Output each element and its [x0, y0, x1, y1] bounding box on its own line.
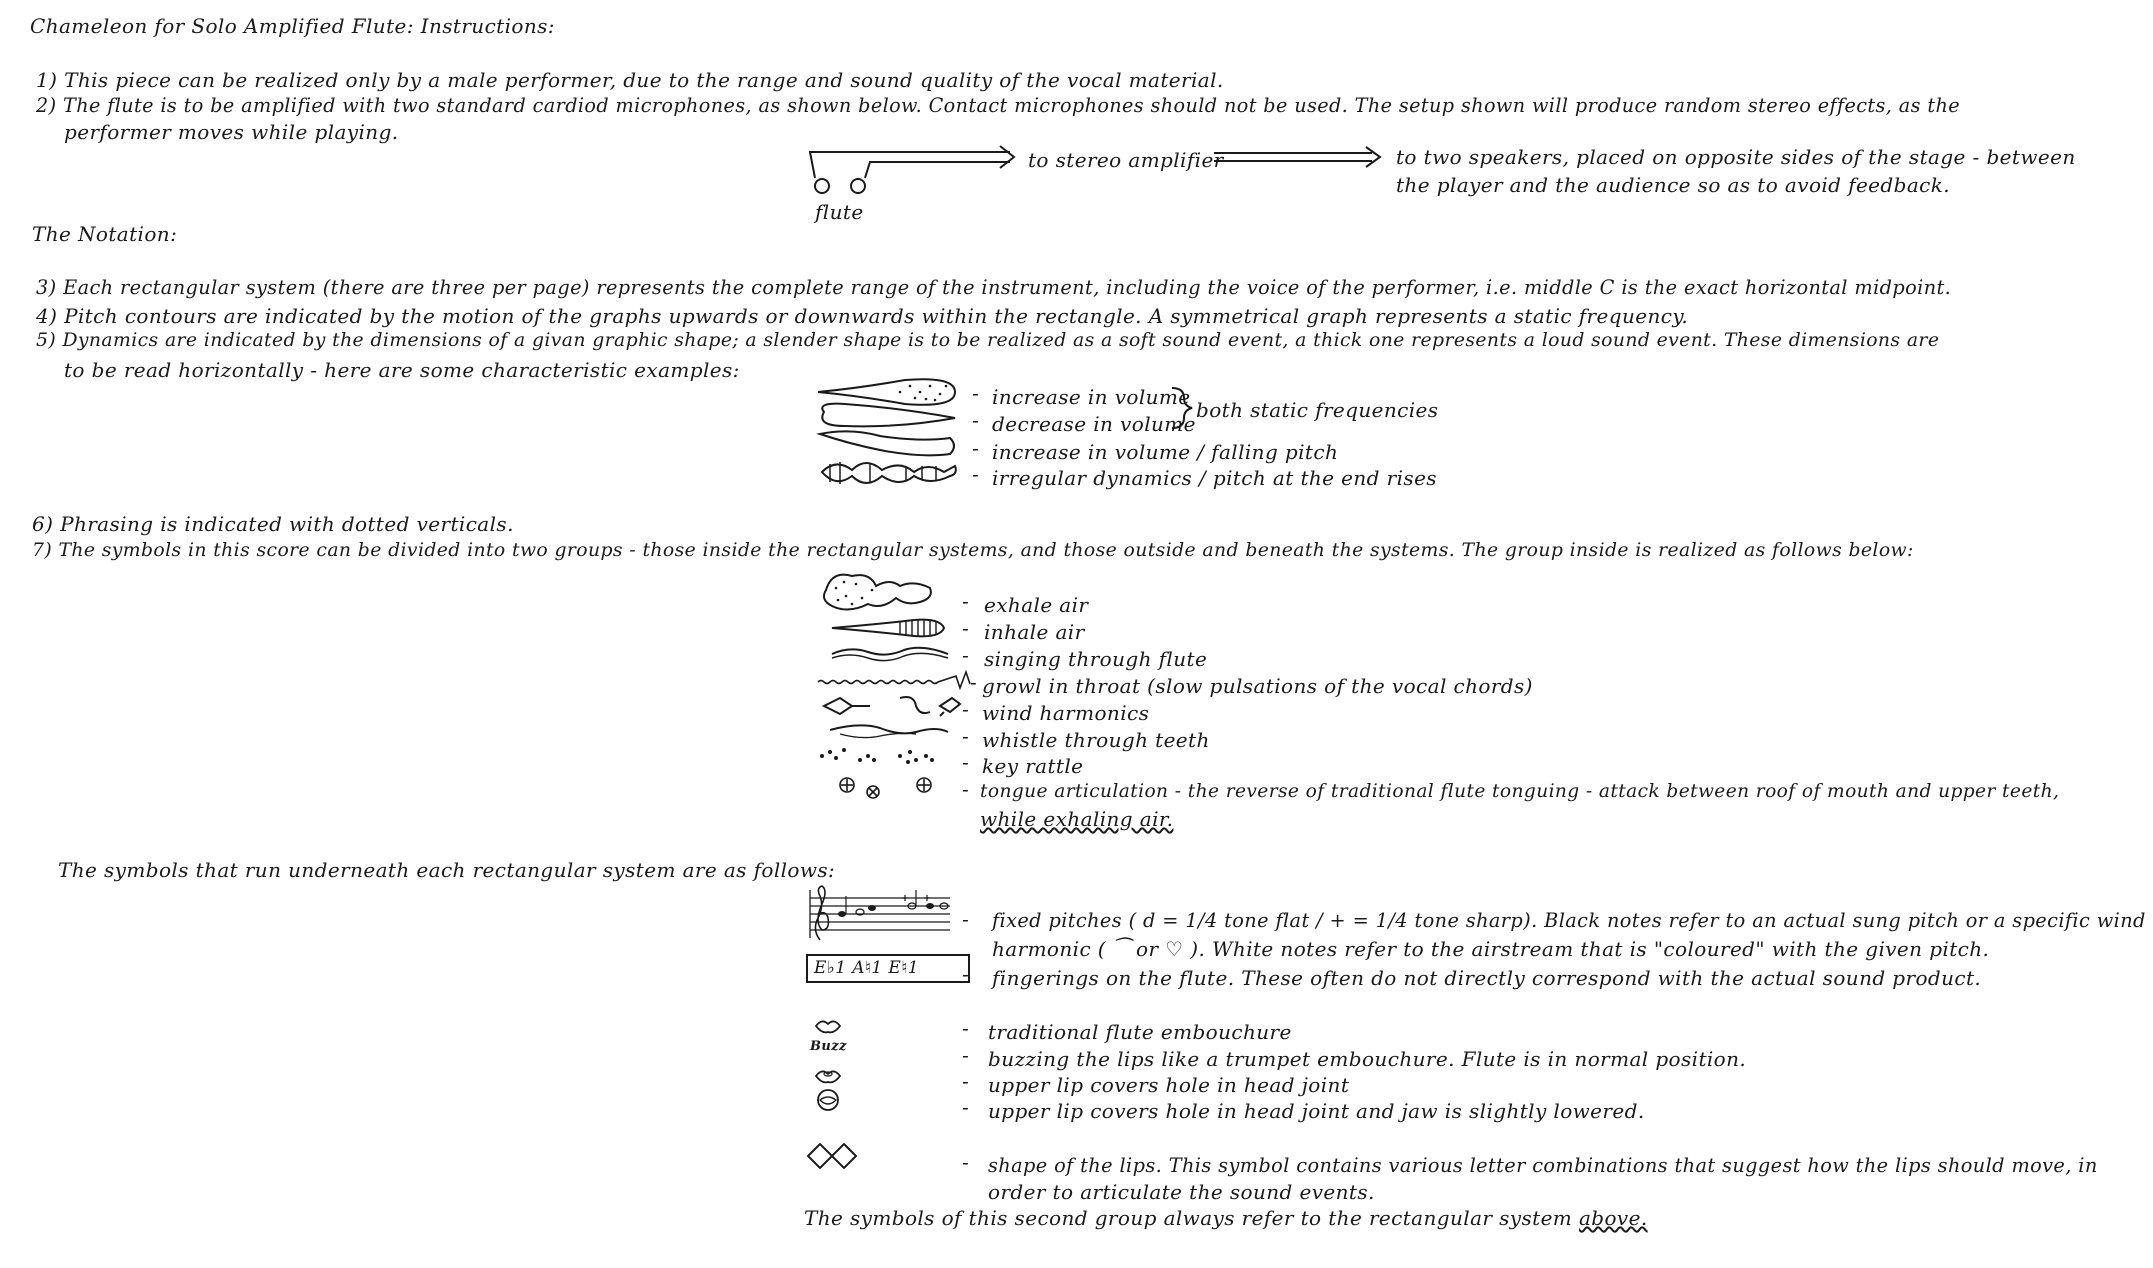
embouchure-jaw-lowered: upper lip covers hole in head joint and jaw is slightly lowered.: [988, 1099, 1645, 1123]
buzz-label: Buzz: [810, 1039, 847, 1054]
dynamics-increase: increase in volume: [992, 385, 1191, 409]
dynamics-brace-label: both static frequencies: [1196, 398, 1439, 422]
notation-item-3: 3) Each rectangular system (there are three per page) represents the complete range of the instrument, including the voice of the performer, i.e. middle C is the exact horizontal midpoint.: [36, 276, 1952, 299]
closing-note-text: The symbols of this second group always refer to the rectangular system: [804, 1206, 1573, 1230]
dash: -: [962, 1043, 970, 1067]
closing-note-above: above.: [1578, 1206, 1648, 1230]
embouchure-traditional: traditional flute embouchure: [988, 1020, 1292, 1044]
symbol-growl: growl in throat (slow pulsations of the vocal chords): [982, 674, 1533, 698]
page-title: Chameleon for Solo Amplified Flute: Instructions:: [30, 14, 555, 38]
speakers-label: to two speakers, placed on opposite sides of the stage - between: [1396, 145, 2076, 169]
dash: -: [962, 1150, 970, 1174]
symbol-singing: singing through flute: [984, 647, 1208, 671]
symbol-exhale: exhale air: [984, 593, 1089, 617]
dynamics-decrease: decrease in volume: [992, 412, 1196, 436]
dash: -: [962, 962, 970, 986]
instruction-2: 2) The flute is to be amplified with two standard cardiod microphones, as shown below. Contact microphones should not be used. The setup shown will produce random stereo effects, as the: [36, 94, 1960, 117]
dash: -: [970, 670, 978, 694]
dash: -: [962, 777, 970, 801]
notation-heading: The Notation:: [32, 222, 178, 246]
instruction-2-cont: performer moves while playing.: [64, 120, 399, 144]
dash: -: [972, 436, 980, 460]
amplifier-label: to stereo amplifier: [1028, 148, 1224, 172]
symbol-whistle: whistle through teeth: [982, 728, 1210, 752]
dash: -: [962, 643, 970, 667]
dash: -: [962, 907, 970, 931]
dash: -: [972, 408, 980, 432]
speakers-label-cont: the player and the audience so as to avoid feedback.: [1396, 173, 1951, 197]
symbol-key-rattle: key rattle: [982, 754, 1084, 778]
embouchure-buzzing: buzzing the lips like a trumpet embouchure. Flute is in normal position.: [988, 1047, 1747, 1071]
notation-item-5: 5) Dynamics are indicated by the dimensions of a givan graphic shape; a slender shape is to be realized as a soft sound event, a thick one represents a loud sound event. These dimensions are: [36, 330, 1940, 351]
dynamics-irregular: irregular dynamics / pitch at the end rises: [992, 466, 1437, 490]
dash: -: [972, 381, 980, 405]
lip-shape-description-cont: order to articulate the sound events.: [988, 1180, 1375, 1204]
symbol-inhale: inhale air: [984, 620, 1085, 644]
dynamics-falling-pitch: increase in volume / falling pitch: [992, 440, 1339, 464]
fingerings-description: fingerings on the flute. These often do not directly correspond with the actual sound product.: [992, 966, 1982, 990]
symbol-tongue-articulation-cont: while exhaling air.: [980, 807, 1174, 831]
phrasing-item-7: 7) The symbols in this score can be divided into two groups - those inside the rectangular systems, and those outside and beneath the systems. The group inside is realized as follows below:: [32, 540, 1914, 561]
fingering-box: E♭1 A♮1 E♮1: [806, 954, 970, 983]
dash: -: [962, 1016, 970, 1040]
dash: -: [962, 589, 970, 613]
embouchure-covers-hole: upper lip covers hole in head joint: [988, 1073, 1350, 1097]
instruction-1: 1) This piece can be realized only by a male performer, due to the range and sound quality of the vocal material.: [36, 68, 1224, 92]
flute-label: flute: [815, 200, 864, 224]
beneath-heading: The symbols that run underneath each rectangular system are as follows:: [58, 858, 836, 882]
dash: -: [962, 616, 970, 640]
symbol-tongue-articulation: tongue articulation - the reverse of traditional flute tonguing - attack between roof of mouth and upper teeth,: [980, 781, 2060, 802]
dash: -: [972, 462, 980, 486]
fixed-pitches-cont: harmonic ( ⁀ or ♡ ). White notes refer to the airstream that is "coloured" with the given pitch.: [992, 937, 1990, 961]
closing-note: [804, 1208, 1648, 1228]
dash: -: [962, 1069, 970, 1093]
lip-shape-description: shape of the lips. This symbol contains various letter combinations that suggest how the lips should move, in: [988, 1154, 2098, 1177]
dash: -: [962, 724, 970, 748]
fixed-pitches: fixed pitches ( d = 1/4 tone flat / + = 1/4 tone sharp). Black notes refer to an actual sung pitch or a specific wind: [992, 909, 2146, 932]
dash: -: [962, 697, 970, 721]
symbol-wind-harmonics: wind harmonics: [982, 701, 1150, 725]
notation-item-4: 4) Pitch contours are indicated by the motion of the graphs upwards or downwards within the rectangle. A symmetrical graph represents a static frequency.: [36, 304, 1689, 328]
phrasing-item-6: 6) Phrasing is indicated with dotted verticals.: [32, 512, 514, 536]
notation-item-5-cont: to be read horizontally - here are some characteristic examples:: [64, 358, 740, 382]
dash: -: [962, 750, 970, 774]
dash: -: [962, 1095, 970, 1119]
